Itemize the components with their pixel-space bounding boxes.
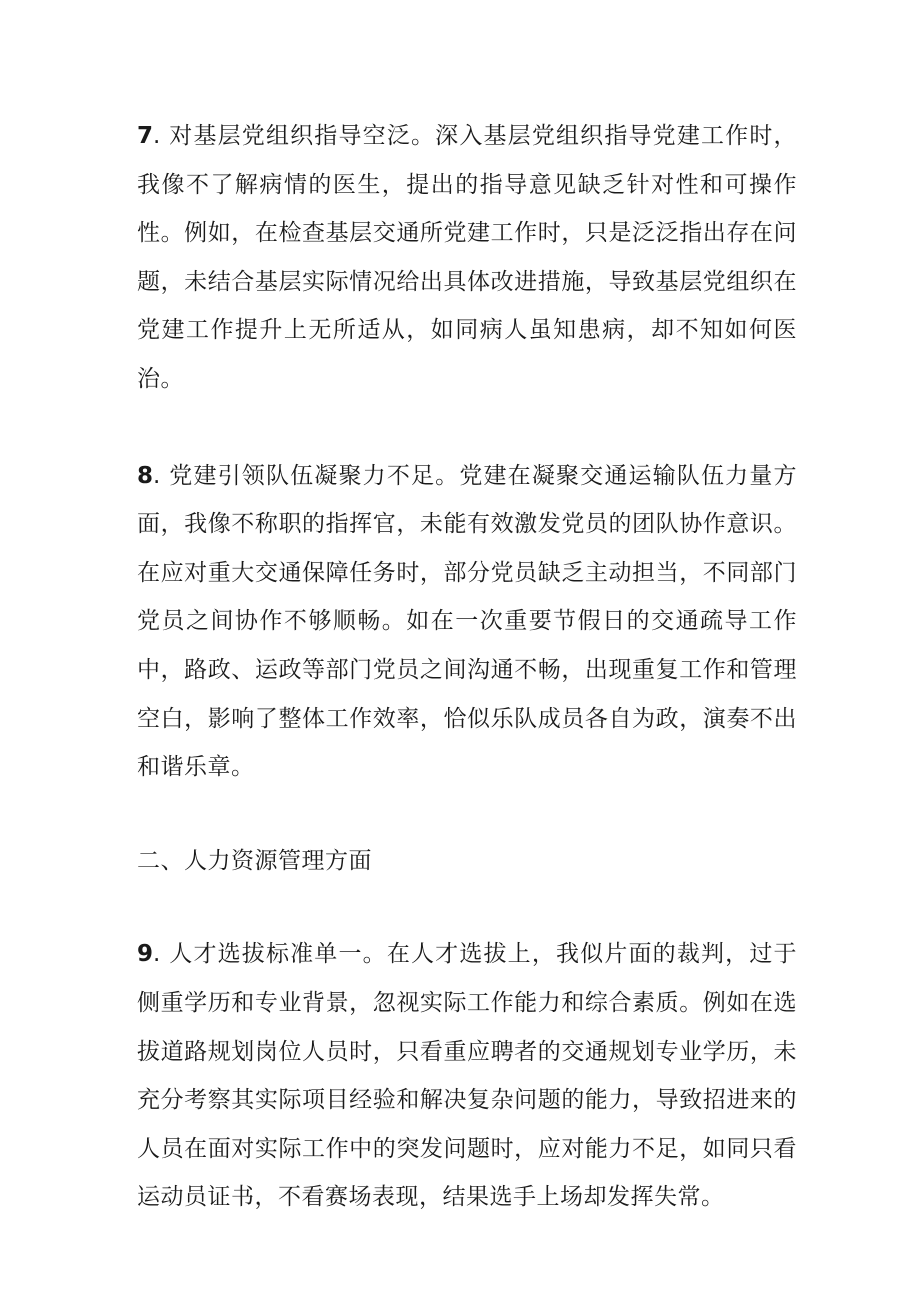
- paragraph-number: 9: [137, 941, 154, 968]
- paragraph-text: . 对基层党组织指导空泛。深入基层党组织指导党建工作时，我像不了解病情的医生，提出的指导意见缺乏针对性和可操作性。例如，在检查基层交通所党建工作时，只是泛泛指出存在问题，未结合基层实际情况给出具体改进措施，导致基层党组织在党建工作提升上无所适从，如同病人虽知患病，却不知如何医治。: [137, 123, 797, 392]
- paragraph-number: 7: [137, 123, 154, 149]
- paragraph-text: . 党建引领队伍凝聚力不足。党建在凝聚交通运输队伍力量方面，我像不称职的指挥官，未能有效激发党员的团队协作意识。在应对重大交通保障任务时，部分党员缺乏主动担当，不同部门党员之间协作不够顺畅。如在一次重要节假日的交通疏导工作中，路政、运政等部门党员之间沟通不畅，出现重复工作和管理空白，影响了整体工作效率，恰似乐队成员各自为政，演奏不出和谐乐章。: [137, 462, 797, 781]
- paragraph-9: [137, 930, 797, 1222]
- section-heading-hr: 二、人力资源管理方面: [137, 847, 372, 874]
- paragraph-8: [137, 452, 797, 792]
- document-body: [137, 112, 797, 1222]
- paragraph-text: . 人才选拔标准单一。在人才选拔上，我似片面的裁判，过于侧重学历和专业背景，忽视实际工作能力和综合素质。例如在选拔道路规划岗位人员时，只看重应聘者的交通规划专业学历，未充分考察其实际项目经验和解决复杂问题的能力，导致招进来的人员在面对实际工作中的突发问题时，应对能力不足，如同只看运动员证书，不看赛场表现，结果选手上场却发挥失常。: [137, 941, 797, 1211]
- paragraph-7: [137, 112, 797, 404]
- paragraph-number: 8: [137, 462, 154, 489]
